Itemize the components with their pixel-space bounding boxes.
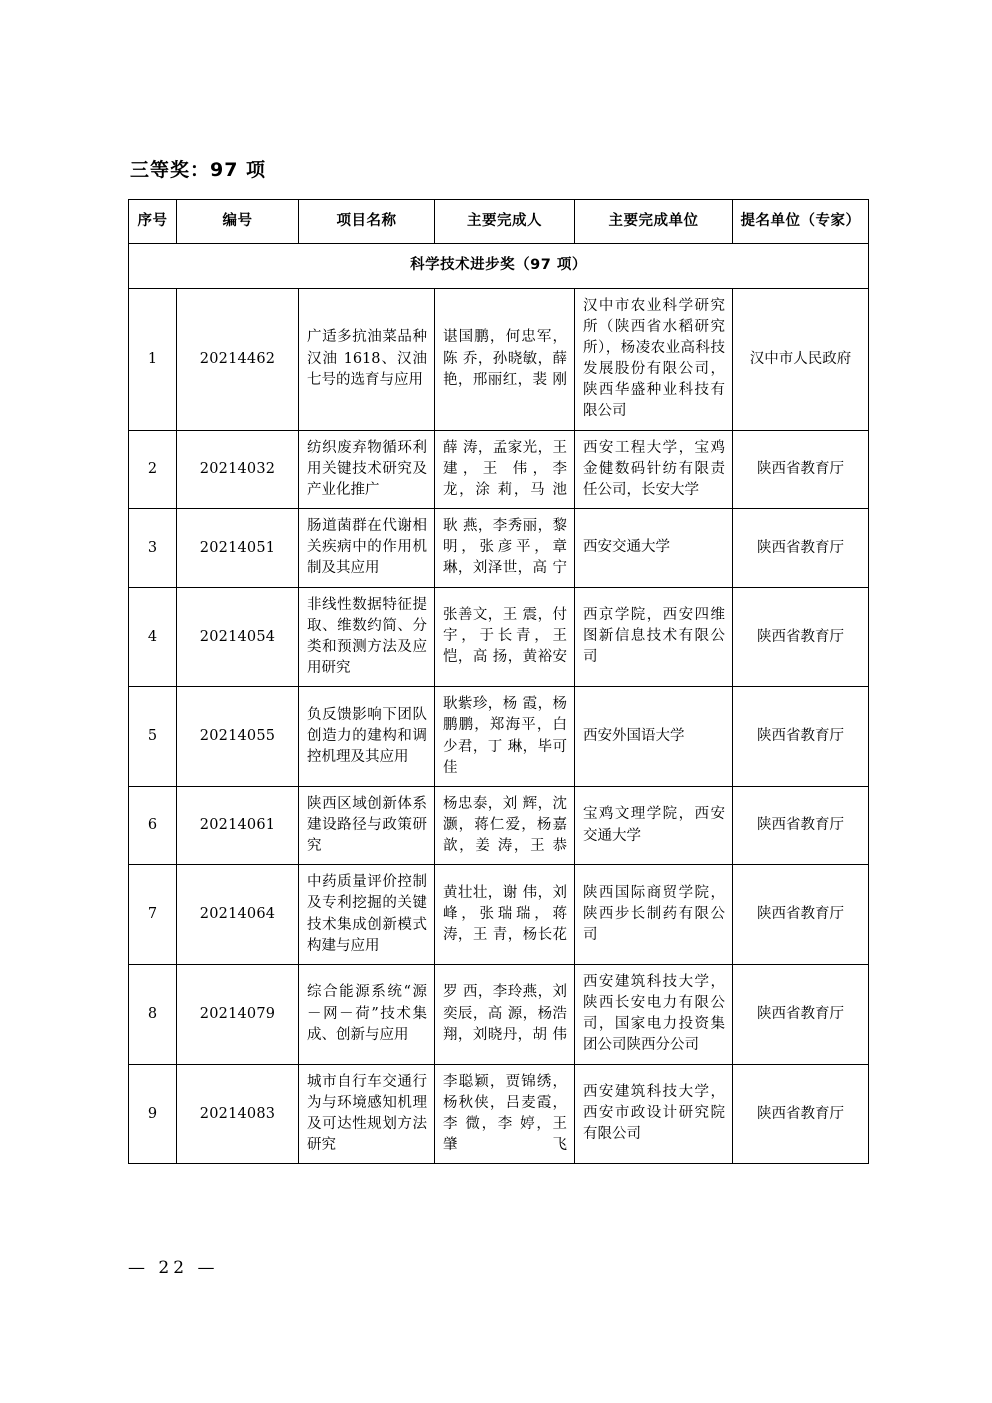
column-header-code: 编号 (177, 199, 299, 243)
cell-project (299, 687, 435, 787)
cell-nominator: 陕西省教育厅 (733, 587, 869, 687)
cell-people-text: 杨忠泰，刘 辉，沈 灏，蒋仁爱，杨嘉歆，姜 涛，王 恭 (443, 795, 567, 855)
cell-units-text: 西安工程大学，宝鸡金健数码针纺有限责任公司，长安大学 (583, 439, 725, 498)
cell-people (435, 865, 575, 965)
cell-people-text: 薛 涛，孟家光，王 建，王 伟，李 龙，涂 莉，马 池 (443, 439, 567, 498)
cell-project (299, 587, 435, 687)
cell-project (299, 865, 435, 965)
cell-seq: 6 (129, 786, 177, 864)
cell-people (435, 786, 575, 864)
table-row (129, 430, 869, 508)
cell-seq: 3 (129, 509, 177, 587)
table-row (129, 786, 869, 864)
cell-seq: 1 (129, 288, 177, 430)
cell-people-text: 张善文，王 震，付 宇，于长青，王 恺，高 扬，黄裕安 (443, 607, 567, 666)
cell-project (299, 288, 435, 430)
cell-project-text: 中药质量评价控制及专利挖掘的关键技术集成创新模式构建与应用 (307, 874, 427, 954)
cell-units (575, 509, 733, 587)
cell-nominator: 陕西省教育厅 (733, 865, 869, 965)
category-label: 科学技术进步奖（97 项） (129, 243, 869, 288)
column-header-people: 主要完成人 (435, 199, 575, 243)
category-row (129, 243, 869, 288)
cell-code: 20214462 (177, 288, 299, 430)
cell-seq: 8 (129, 964, 177, 1064)
cell-people (435, 687, 575, 787)
award-list-table (128, 199, 869, 1164)
cell-units-text: 西安建筑科技大学，陕西长安电力有限公司，国家电力投资集团公司陕西分公司 (583, 973, 725, 1054)
cell-people-text: 黄壮壮，谢 伟，刘 峰，张瑞瑞，蒋 涛，王 青，杨长花 (443, 884, 567, 944)
cell-project (299, 430, 435, 508)
table-row (129, 964, 869, 1064)
column-header-project: 项目名称 (299, 199, 435, 243)
cell-code: 20214079 (177, 964, 299, 1064)
cell-code: 20214032 (177, 430, 299, 508)
cell-units (575, 687, 733, 787)
cell-units-text: 西安外国语大学 (583, 727, 685, 744)
cell-project-text: 纺织废弃物循环利用关键技术研究及产业化推广 (307, 439, 427, 498)
cell-people-text: 谌国鹏，何忠军，陈 乔，孙晓敏，薛 艳，邢丽红，裴 刚 (443, 329, 567, 388)
cell-units (575, 1064, 733, 1164)
cell-project (299, 964, 435, 1064)
table-header (129, 199, 869, 243)
cell-code: 20214064 (177, 865, 299, 965)
page-number-text: — 22 — (128, 1258, 219, 1278)
table-row (129, 587, 869, 687)
table-body (129, 243, 869, 1163)
cell-people (435, 288, 575, 430)
table-header-row (129, 199, 869, 243)
cell-units (575, 786, 733, 864)
cell-project-text: 综合能源系统“源－网－荷”技术集成、创新与应用 (307, 984, 427, 1043)
page-content (128, 158, 868, 1164)
column-header-nominator: 提名单位（专家） (733, 199, 869, 243)
cell-project (299, 509, 435, 587)
column-header-units: 主要完成单位 (575, 199, 733, 243)
cell-project-text: 广适多抗油菜品种汉油 1618、汉油七号的选育与应用 (307, 329, 427, 388)
column-header-seq: 序号 (129, 199, 177, 243)
cell-code: 20214054 (177, 587, 299, 687)
cell-people (435, 509, 575, 587)
cell-code: 20214055 (177, 687, 299, 787)
cell-people-text: 罗 西，李玲燕，刘奕辰，高 源，杨浩翔，刘晓丹，胡 伟 (443, 984, 567, 1043)
cell-units (575, 964, 733, 1064)
table-row (129, 509, 869, 587)
table-row (129, 1064, 869, 1164)
cell-seq: 7 (129, 865, 177, 965)
cell-units-text: 西安交通大学 (583, 539, 670, 556)
cell-project-text: 非线性数据特征提取、维数约简、分类和预测方法及应用研究 (307, 596, 427, 677)
cell-nominator: 陕西省教育厅 (733, 786, 869, 864)
cell-seq: 5 (129, 687, 177, 787)
cell-project (299, 1064, 435, 1164)
cell-people (435, 587, 575, 687)
cell-project-text: 城市自行车交通行为与环境感知机理及可达性规划方法研究 (307, 1073, 427, 1153)
cell-nominator: 陕西省教育厅 (733, 509, 869, 587)
cell-project-text: 负反馈影响下团队创造力的建构和调控机理及其应用 (307, 706, 427, 766)
page-title: 三等奖：97 项 (130, 159, 267, 181)
cell-project (299, 786, 435, 864)
table-row (129, 687, 869, 787)
cell-people (435, 430, 575, 508)
cell-people (435, 1064, 575, 1164)
cell-people-text: 李聪颖，贾锦绣，杨秋侠，吕麦霞，李 微，李 婷，王肇飞 (443, 1073, 567, 1153)
cell-people (435, 964, 575, 1064)
cell-nominator: 陕西省教育厅 (733, 964, 869, 1064)
cell-units-text: 陕西国际商贸学院，陕西步长制药有限公司 (583, 884, 725, 944)
cell-units-text: 西安建筑科技大学，西安市政设计研究院有限公司 (583, 1084, 725, 1143)
cell-seq: 2 (129, 430, 177, 508)
cell-code: 20214051 (177, 509, 299, 587)
cell-people-text: 耿紫珍，杨 霞，杨鹏鹏，郑海平，白少君，丁 琳，毕可佳 (443, 696, 567, 776)
cell-units (575, 288, 733, 430)
cell-seq: 4 (129, 587, 177, 687)
cell-code: 20214083 (177, 1064, 299, 1164)
cell-nominator: 汉中市人民政府 (733, 288, 869, 430)
cell-project-text: 肠道菌群在代谢相关疾病中的作用机制及其应用 (307, 518, 427, 577)
cell-seq: 9 (129, 1064, 177, 1164)
cell-nominator: 陕西省教育厅 (733, 430, 869, 508)
cell-units-text: 汉中市农业科学研究所（陕西省水稻研究所），杨凌农业高科技发展股份有限公司，陕西华盛种业科技有限公司 (583, 297, 725, 420)
cell-code: 20214061 (177, 786, 299, 864)
cell-units-text: 宝鸡文理学院，西安交通大学 (583, 806, 725, 844)
cell-units (575, 430, 733, 508)
table-row (129, 288, 869, 430)
cell-people-text: 耿 燕，李秀丽，黎 明，张彦平，章 琳，刘泽世，高 宁 (443, 518, 567, 577)
cell-units (575, 865, 733, 965)
cell-nominator: 陕西省教育厅 (733, 1064, 869, 1164)
cell-nominator: 陕西省教育厅 (733, 687, 869, 787)
page-footer (128, 1258, 868, 1278)
cell-project-text: 陕西区域创新体系建设路径与政策研究 (307, 795, 427, 855)
table-row (129, 865, 869, 965)
cell-units (575, 587, 733, 687)
cell-units-text: 西京学院，西安四维图新信息技术有限公司 (583, 607, 725, 666)
